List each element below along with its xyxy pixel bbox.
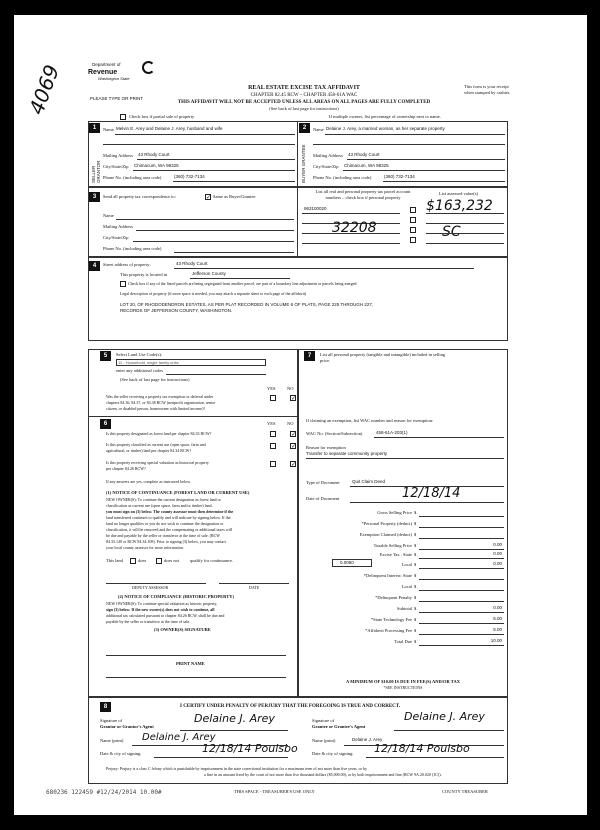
s6-no: NO — [287, 421, 294, 426]
s6-q2-yes[interactable] — [270, 443, 276, 449]
partial-sale-label: Check box if partial sale of property — [129, 114, 195, 119]
section-5-number: 5 — [100, 351, 111, 361]
s6-q2-2: agricultural, or timber) land per chapter 84.34 RCW? — [106, 448, 192, 453]
grantor-print-name[interactable]: Delaine J. Arey — [142, 732, 216, 743]
grantee-date-label: Date & city of signing: — [312, 751, 354, 756]
affidavit-page — [14, 15, 587, 815]
tax-dollar: $ — [414, 521, 417, 526]
exemption-intro: If claiming an exemption, list WAC number and reason for exemption: — [306, 418, 434, 423]
grantee-date-city[interactable]: 12/18/14 Poulsbo — [374, 742, 470, 755]
parcels-header-1: List all real and personal property tax parcel account — [315, 189, 411, 194]
sig-grantor-2: Grantor or Grantor's Agent — [100, 724, 154, 729]
form-chapter: CHAPTER 82.45 RCW – CHAPTER 458-61A WAC — [250, 93, 358, 98]
tax-label-personal: *Personal Property (deduct) — [361, 521, 412, 526]
does-not-text: does not — [164, 558, 180, 563]
buyer-name-field[interactable]: Delaine J. Arey, a married woman, as her separate property — [326, 126, 445, 131]
correspondence-label: Send all property tax correspondence to: — [103, 194, 176, 199]
doc-type-field[interactable]: Quit Claim Deed — [352, 479, 386, 484]
corr-mailing-label: Mailing Address — [103, 224, 133, 229]
seller-name-field[interactable]: Melvin E. Arey and Delaine J. Arey, husband and wife — [116, 126, 223, 131]
n1-4: land transferred continues to qualify and will indicate by signing below. If the — [106, 515, 231, 520]
notice2-title: (2) NOTICE OF COMPLIANCE (HISTORIC PROPERTY) — [118, 594, 234, 599]
n1-8: 84.33.140 or RCW 84.34.108). Prior to signing (3) below, you may contact — [106, 539, 227, 544]
legal-line-1[interactable]: LOT 20, OF RHODODENDRON ESTATES, AS PER PLAT RECORDED IN VOLUME 6 OF PLATS, PAGE 225 THROUGH 227, — [120, 302, 374, 307]
does-label: This land — [106, 558, 123, 563]
sig-grantee-2: Grantee or Grantee's Agent — [312, 724, 366, 729]
n1-9: your local county assessor for more information. — [106, 545, 184, 550]
s6-q2-no[interactable]: ✓ — [291, 443, 297, 450]
tax-dollar: $ — [414, 584, 417, 589]
sig-grantee-1: Signature of — [312, 718, 335, 723]
tax-label-delinquent-local: Local — [401, 584, 412, 589]
tax-dollar: $ — [414, 606, 417, 611]
s7-label-1: List all personal property (tangible and intangible) included in selling — [320, 352, 446, 357]
land-use-selected: 11 - Household, single family units — [118, 360, 179, 365]
tax-value-local[interactable]: 0.00 — [493, 561, 502, 566]
n2-4: payable by the seller or transferor at the time of sale. — [106, 619, 191, 624]
buyer-phone-field[interactable]: (360) 732-7134 — [384, 174, 415, 179]
n1-5: land no longer qualifies or you do not wish to continue the designation or — [106, 521, 224, 526]
does-text: does — [138, 558, 147, 563]
perjury-1: Perjury: Perjury is a class C felony which is punishable by imprisonment in the state correctional institution for a maximum term of not more than five years, or by — [106, 766, 367, 771]
grantor-name-label: Name (print) — [100, 738, 124, 743]
buyer-city-field[interactable]: Chimacum, WA 98325 — [344, 163, 389, 168]
same-as-buyer-label: Same as Buyer/Grantee — [213, 194, 256, 199]
tax-value-tech-fee[interactable]: 5.00 — [493, 616, 502, 621]
tax-dollar: $ — [414, 510, 417, 515]
buyer-name-label: Name — [313, 127, 324, 132]
parcels-header-2: numbers – check box if personal property — [325, 195, 401, 200]
s6-q3-yes[interactable] — [270, 461, 276, 467]
qualify-text: qualify for continuance. — [190, 558, 234, 563]
land-use-q1-no[interactable]: ✓ — [291, 395, 297, 402]
land-use-no: NO — [287, 386, 294, 391]
buyer-city-label: City/State/Zip — [313, 164, 339, 169]
please-type: PLEASE TYPE OR PRINT — [90, 96, 144, 101]
sig-grantor-1: Signature of — [100, 718, 123, 723]
same-as-buyer-checkbox[interactable]: ✓ — [206, 194, 212, 201]
tax-dollar: $ — [414, 543, 417, 548]
handwritten-parcel: 32208 — [332, 220, 377, 236]
section-2-number: 2 — [299, 123, 310, 133]
segregation-note: Check box if any of the listed parcels are being segregated from another parcel, are part of a boundary line adjustment or parcels being merged. — [128, 281, 358, 286]
land-use-q1-yes[interactable] — [270, 395, 276, 401]
s6-q2-1: Is this property classified as current use (open space, farm and — [106, 442, 206, 447]
tax-dollar: $ — [414, 628, 417, 633]
doc-date-label: Date of Document — [306, 496, 340, 501]
s7-label-2: price. — [320, 358, 331, 363]
tax-dollar: $ — [414, 552, 417, 557]
tax-dollar: $ — [414, 639, 417, 644]
section-4-box — [88, 257, 508, 341]
legal-label: Legal description of property (if more space is needed, you may attach a separate sheet to each page of the affidavit) — [120, 291, 307, 296]
n1-6: classification, it will be removed and the compensating or additional taxes will — [106, 527, 232, 532]
grantor-date-city[interactable]: 12/18/14 Poulsbo — [202, 742, 298, 755]
seller-mailing-label: Mailing Address — [103, 153, 133, 158]
tax-dollar: $ — [414, 617, 417, 622]
handwritten-code: SC — [442, 224, 461, 240]
dept-line2: Revenue — [88, 69, 118, 76]
tax-label-total: Total Due — [394, 639, 412, 644]
buyer-side-label: BUYER GRANTEE — [301, 144, 306, 183]
tax-value-affidavit-fee[interactable]: 5.00 — [493, 627, 502, 632]
n2-1: NEW OWNER(S): To continue special valuation as historic property, — [106, 601, 218, 606]
land-use-q1-3: citizen, or disabled person, homeowner with limited income)? — [106, 406, 206, 411]
seller-phone-label: Phone No. (including area code) — [103, 175, 162, 180]
s6-q1-yes[interactable] — [270, 431, 276, 437]
section-3-number: 3 — [89, 192, 100, 202]
s6-q3-no[interactable]: ✓ — [291, 461, 297, 468]
minimum-note-1: A MINIMUM OF $10.00 IS DUE IN FEE(S) AND/OR TAX — [346, 679, 460, 684]
n1-2: classification as current use (open space, farm and/or timber) land, — [106, 503, 213, 508]
see-back: (See back of last page for instructions) — [269, 106, 339, 111]
parcel-4-personal-checkbox[interactable] — [410, 237, 416, 243]
perjury-2: a fine in an amount fixed by the court of not more than five thousand dollars ($5,000.00), or by both imprisonment and fine (RCW 9A.20.020 (1C)). — [204, 772, 442, 777]
buyer-mailing-field[interactable]: 43 Rhody Court — [348, 152, 380, 157]
section-6-number: 6 — [100, 419, 111, 429]
form-title: REAL ESTATE EXCISE TAX AFFIDAVIT — [248, 85, 360, 91]
segregation-checkbox[interactable] — [120, 281, 126, 287]
seller-phone-field[interactable]: (360) 732-7134 — [174, 174, 205, 179]
tax-value-subtotal[interactable]: 0.00 — [493, 605, 502, 610]
n2-2: sign (3) below. If the new owner(s) does not wish to continue, all — [106, 607, 215, 612]
tax-dollar: $ — [414, 595, 417, 600]
seller-city-label: City/State/Zip — [103, 164, 129, 169]
seller-city-field[interactable]: Chimacum, WA 98325 — [134, 163, 179, 168]
notice1-title: (1) NOTICE OF CONTINUANCE (FOREST LAND OR CURRENT USE) — [106, 490, 250, 495]
corr-phone-label: Phone No. (including area code) — [103, 246, 162, 251]
parcel-1-field[interactable]: 963100020 — [304, 206, 327, 211]
tax-value-total[interactable]: 10.00 — [490, 638, 502, 643]
tax-rate: 0.0050 — [340, 560, 354, 565]
tax-label-gross: Gross Selling Price — [377, 510, 412, 515]
seller-name-label: Name — [103, 127, 114, 132]
dept-line1: Department of — [92, 62, 121, 67]
n2-3: additional tax calculated pursuant to chapter 84.26 RCW, shall be due and — [106, 613, 225, 618]
treasurer-stamp: 680236 122459 #12/24/2014 10.00# — [46, 789, 162, 796]
buyer-mailing-label: Mailing Address — [313, 153, 343, 158]
section-8-number: 8 — [100, 702, 111, 712]
seller-mailing-field[interactable]: 43 Rhody Court — [138, 152, 170, 157]
parcel-3-personal-checkbox[interactable] — [410, 227, 416, 233]
n1-3: you must sign on (3) below. The county assessor must then determine if the — [106, 509, 234, 514]
does-checkbox[interactable] — [130, 558, 136, 564]
deputy-assessor: DEPUTY ASSESSOR — [132, 585, 169, 590]
seller-side-label: SELLER GRANTOR — [91, 160, 101, 183]
doc-date-field[interactable]: 12/18/14 — [402, 486, 461, 501]
assessed-1-field[interactable]: $163,232 — [426, 198, 493, 214]
n1-1: NEW OWNER(S): To continue the current designation as forest land or — [106, 497, 221, 502]
s6-q3-1: Is this property receiving special valuation as historical property — [106, 460, 209, 465]
wac-field[interactable]: 458-61A-203(1) — [376, 430, 408, 435]
partial-sale-checkbox[interactable] — [120, 114, 126, 120]
does-not-checkbox[interactable] — [156, 558, 162, 564]
multiple-owners-note: If multiple owners, list percentage of ownership next to name. — [329, 114, 441, 119]
s6-instr: If any answers are yes, complete as instructed below. — [106, 479, 191, 484]
land-use-label: Select Land Use Code(s): — [116, 352, 163, 357]
land-use-q1-1: Was the seller receiving a property tax exemption or deferral under — [106, 394, 214, 399]
section-1-number: 1 — [89, 123, 100, 133]
minimum-note-2: *SEE INSTRUCTIONS — [383, 685, 423, 690]
grantee-print-name[interactable]: Delaine J. Arey — [352, 737, 383, 742]
tax-label-local: Local — [401, 562, 412, 567]
tax-value-taxable[interactable]: 0.00 — [493, 542, 502, 547]
tax-value-excise-state[interactable]: 0.00 — [493, 551, 502, 556]
legal-line-2[interactable]: RECORDS OF JEFFERSON COUNTY, WASHINGTON. — [120, 308, 233, 313]
tax-label-affidavit-fee: *Affidavit Processing Fee — [365, 628, 412, 633]
s6-q1-no[interactable]: ✓ — [291, 431, 297, 438]
form-warning: THIS AFFIDAVIT WILL NOT BE ACCEPTED UNLESS ALL AREAS ON ALL PAGES ARE FULLY COMPLETED — [177, 100, 431, 105]
n1-7: be due and payable by the seller or transferor at the time of sale. (RCW — [106, 533, 221, 538]
grantor-signature[interactable]: Delaine J. Arey — [194, 712, 275, 725]
tax-label-delinquent-state: *Delinquent Interest: State — [363, 573, 412, 578]
land-use-q1-2: chapters 84.36, 84.37, or 84.38 RCW (nonprofit organization, senior — [106, 400, 216, 405]
deputy-date: DATE — [249, 585, 260, 590]
county-treasurer: COUNTY TREASURER — [442, 789, 488, 794]
s6-q1: Is this property designated as forest land per chapter 84.33 RCW? — [106, 431, 212, 436]
parcel-2-personal-checkbox[interactable] — [410, 217, 416, 223]
corr-name-label: Name — [103, 213, 114, 218]
corr-city-label: City/State/Zip — [103, 235, 129, 240]
tax-dollar: $ — [414, 573, 417, 578]
tax-dollar: $ — [414, 532, 417, 537]
tax-label-exemption: Exemption Claimed (deduct) — [359, 532, 412, 537]
print-name-label: PRINT NAME — [176, 661, 205, 666]
revenue-logo-icon — [142, 61, 155, 74]
tax-label-tech-fee: *State Technology Fee — [370, 617, 412, 622]
grantor-date-label: Date & city of signing: — [100, 751, 142, 756]
doc-type-label: Type of Document — [306, 480, 340, 485]
land-use-additional: enter any additional codes — [116, 368, 164, 373]
county-field[interactable]: Jefferson County — [192, 271, 226, 276]
parcel-1-personal-checkbox[interactable] — [410, 207, 416, 213]
grantee-name-label: Name (print) — [312, 738, 336, 743]
located-label: This property is located in — [120, 272, 168, 277]
assessed-label: List assessed value(s) — [439, 191, 478, 196]
s6-q3-2: per chapter 84.26 RCW? — [106, 466, 146, 471]
section-7-number: 7 — [304, 351, 315, 361]
owner-signature-label: (3) OWNER(S) SIGNATURE — [154, 627, 211, 632]
reason-field[interactable]: Transfer to separate community property — [306, 451, 388, 456]
tax-label-taxable: Taxable Selling Price — [373, 543, 412, 548]
tax-dollar: $ — [414, 562, 417, 567]
tax-label-subtotal: Subtotal — [396, 606, 412, 611]
street-label: Street address of property: — [103, 262, 151, 267]
street-field[interactable]: 43 Rhody Court — [176, 261, 208, 266]
grantee-signature[interactable]: Delaine J. Arey — [404, 710, 485, 723]
wac-label: WAC No. (Section/Subsection) — [306, 431, 363, 436]
treasurer-space: THIS SPACE - TREASURER'S USE ONLY — [234, 789, 315, 794]
buyer-phone-label: Phone No. (including area code) — [313, 175, 372, 180]
receipt-note-2: when stamped by cashier. — [464, 90, 511, 95]
s6-yes: YES — [267, 421, 276, 426]
reason-label: Reason for exemption — [306, 445, 346, 450]
dept-line3: Washington State — [98, 76, 130, 81]
land-use-see-back: (See back of last page for instructions) — [120, 377, 190, 382]
tax-label-delinquent-penalty: *Delinquent Penalty — [375, 595, 412, 600]
tax-label-excise-state: Excise Tax : State — [379, 552, 412, 557]
certify-text: I CERTIFY UNDER PENALTY OF PERJURY THAT THE FOREGOING IS TRUE AND CORRECT. — [180, 704, 401, 709]
handwritten-number: 4069 — [24, 61, 65, 118]
land-use-yes: YES — [267, 386, 276, 391]
receipt-note-1: This form is your receipt — [464, 84, 509, 89]
section-4-number: 4 — [89, 261, 100, 271]
